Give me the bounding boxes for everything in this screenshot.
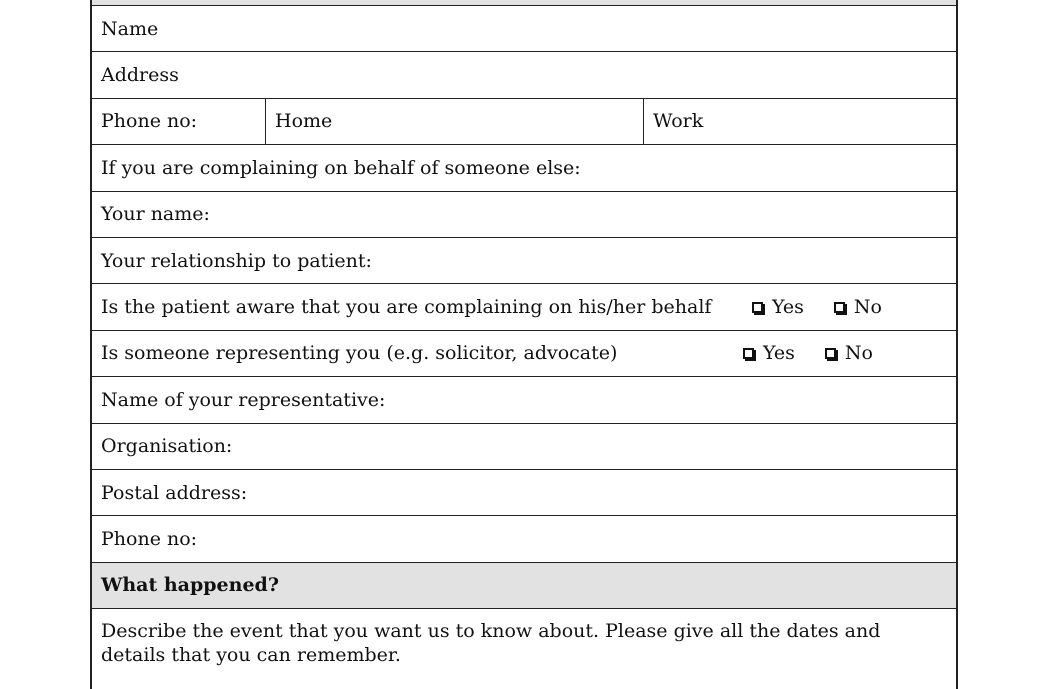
your-name-label: Your name: [101, 203, 210, 226]
address-field[interactable] [92, 52, 956, 98]
representing-options [743, 331, 903, 376]
representing-yes-label: Yes [763, 342, 795, 365]
representing-yes-option[interactable] [743, 342, 795, 364]
representing-no-option[interactable] [825, 342, 873, 364]
representing-no-label: No [844, 342, 873, 365]
patient-aware-no-label: No [853, 296, 882, 319]
patient-aware-no-option[interactable] [834, 296, 882, 318]
home-phone-field[interactable] [266, 99, 644, 144]
rep-name-label: Name of your representative: [101, 388, 386, 411]
address-label: Address [101, 64, 179, 87]
representing-question: Is someone representing you (e.g. solicitor, advocate) [101, 342, 618, 365]
checkbox-icon[interactable] [752, 302, 763, 313]
rep-phone-field[interactable] [92, 516, 956, 562]
relationship-field[interactable] [92, 238, 956, 284]
patient-aware-question: Is the patient aware that you are complaining on his/her behalf [101, 296, 712, 319]
describe-event-field[interactable] [92, 609, 956, 689]
representing-row [92, 331, 956, 377]
relationship-label: Your relationship to patient: [101, 249, 372, 272]
checkbox-icon[interactable] [834, 302, 845, 313]
checkbox-icon[interactable] [743, 348, 754, 359]
phone-row [92, 99, 956, 145]
behalf-heading-row [92, 145, 956, 191]
work-phone-label: Work [653, 110, 704, 133]
rep-name-field[interactable] [92, 377, 956, 423]
organisation-label: Organisation: [101, 435, 233, 458]
complaint-form [90, 0, 958, 689]
organisation-field[interactable] [92, 424, 956, 470]
name-field[interactable] [92, 6, 956, 52]
checkbox-icon[interactable] [825, 348, 836, 359]
what-happened-header [92, 563, 956, 609]
what-happened-heading: What happened? [101, 574, 279, 597]
describe-event-text: Describe the event that you want us to know about. Please give all the dates and details that you can remember. [101, 620, 881, 667]
postal-address-field[interactable] [92, 470, 956, 516]
postal-address-label: Postal address: [101, 481, 248, 504]
patient-aware-row [92, 284, 956, 330]
patient-aware-options [752, 284, 912, 329]
patient-aware-yes-label: Yes [772, 296, 804, 319]
phone-label-cell [92, 99, 266, 144]
home-phone-label: Home [275, 110, 333, 133]
rep-phone-label: Phone no: [101, 527, 198, 550]
behalf-heading: If you are complaining on behalf of someone else: [101, 156, 581, 179]
patient-aware-yes-option[interactable] [752, 296, 804, 318]
phone-label: Phone no: [101, 110, 198, 133]
work-phone-field[interactable] [644, 99, 956, 144]
name-label: Name [101, 17, 159, 40]
your-name-field[interactable] [92, 192, 956, 238]
